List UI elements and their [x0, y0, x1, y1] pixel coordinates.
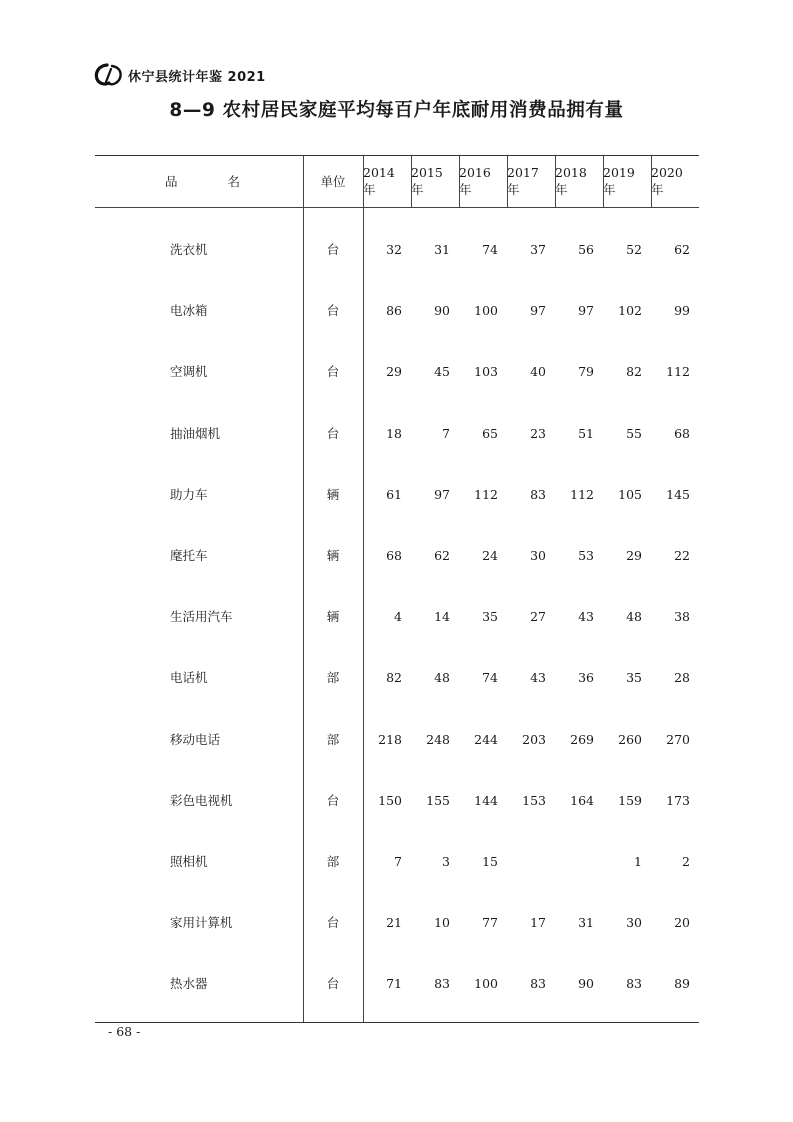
table-row	[95, 296, 699, 326]
table-title: 8—9 农村居民家庭平均每百户年底耐用消费品拥有量	[169, 100, 624, 121]
value-cell: 86	[386, 303, 402, 319]
value-cell: 83	[530, 486, 546, 502]
header-item-name-part2: 名	[227, 174, 241, 189]
value-cell: 150	[378, 792, 402, 808]
yearbook-title: 休宁县统计年鉴 2021	[128, 69, 266, 85]
item-unit: 部	[326, 854, 340, 869]
table-bottom-rule	[95, 1022, 699, 1023]
item-unit: 台	[326, 792, 340, 808]
value-cell: 103	[474, 364, 498, 380]
value-cell: 269	[570, 731, 594, 747]
value-cell	[507, 847, 546, 877]
table-row	[95, 908, 699, 938]
column-divider	[303, 155, 304, 1022]
column-divider	[459, 155, 460, 207]
item-name: 抽油烟机	[170, 425, 221, 441]
value-cell: 159	[618, 792, 642, 808]
value-cell: 53	[578, 548, 594, 563]
value-cell: 43	[578, 609, 594, 625]
column-divider	[411, 155, 412, 207]
value-cell: 48	[626, 609, 642, 625]
value-cell: 244	[474, 731, 498, 747]
table-row	[95, 725, 699, 755]
item-name: 麾托车	[170, 548, 208, 563]
value-cell: 61	[386, 486, 402, 502]
value-cell	[555, 847, 594, 877]
value-cell: 97	[434, 486, 450, 502]
value-cell: 112	[666, 364, 690, 380]
value-cell: 35	[482, 609, 498, 625]
header-year-5: 2019 年	[603, 164, 635, 197]
value-cell: 43	[530, 670, 546, 686]
value-cell: 36	[578, 670, 594, 686]
value-cell: 45	[434, 364, 450, 380]
yearbook-logo-icon	[94, 63, 124, 87]
value-cell: 22	[674, 548, 690, 563]
value-cell: 62	[434, 548, 450, 563]
value-cell: 40	[530, 364, 546, 380]
value-cell: 100	[474, 976, 498, 992]
item-unit: 部	[326, 731, 340, 747]
value-cell: 38	[674, 609, 690, 625]
value-cell: 27	[530, 609, 546, 625]
item-name: 空调机	[170, 364, 208, 380]
table-row	[95, 663, 699, 693]
value-cell: 90	[434, 303, 450, 319]
value-cell: 155	[426, 792, 450, 808]
table-header-rule	[95, 207, 699, 208]
value-cell: 7	[394, 854, 402, 869]
value-cell: 260	[618, 731, 642, 747]
value-cell: 28	[674, 670, 690, 686]
value-cell: 83	[434, 976, 450, 992]
value-cell: 74	[482, 242, 498, 257]
value-cell: 82	[386, 670, 402, 686]
header-year-2: 2016 年	[459, 164, 491, 197]
value-cell: 74	[482, 670, 498, 686]
item-unit: 辆	[326, 609, 340, 625]
item-name: 热水器	[170, 976, 208, 992]
item-name: 彩色电视机	[170, 792, 233, 808]
value-cell: 21	[386, 915, 402, 931]
item-name: 洗衣机	[170, 242, 208, 257]
value-cell: 102	[618, 303, 642, 319]
value-cell: 14	[434, 609, 450, 625]
table-row	[95, 235, 699, 265]
item-name: 生活用汽车	[170, 609, 233, 625]
yearbook-header	[94, 62, 266, 88]
value-cell: 65	[482, 425, 498, 441]
value-cell: 17	[530, 915, 546, 931]
header-unit: 单位	[320, 174, 346, 189]
header-year-3: 2017 年	[507, 164, 539, 197]
item-name: 家用计算机	[170, 915, 233, 931]
value-cell: 18	[386, 425, 402, 441]
item-name: 电话机	[170, 670, 208, 686]
value-cell: 99	[674, 303, 690, 319]
header-year-4: 2018 年	[555, 164, 587, 197]
value-cell: 83	[626, 976, 642, 992]
item-name: 助力车	[170, 486, 208, 502]
value-cell: 112	[474, 486, 498, 502]
value-cell: 68	[386, 548, 402, 563]
value-cell: 15	[482, 854, 498, 869]
table-row	[95, 602, 699, 632]
value-cell: 83	[530, 976, 546, 992]
value-cell: 97	[530, 303, 546, 319]
value-cell: 144	[474, 792, 498, 808]
item-unit: 台	[326, 364, 340, 380]
value-cell: 164	[570, 792, 594, 808]
item-name: 移动电话	[170, 731, 221, 747]
item-name: 电冰箱	[170, 303, 208, 319]
value-cell: 55	[626, 425, 642, 441]
item-unit: 台	[326, 425, 340, 441]
header-item-name	[165, 155, 305, 207]
column-divider	[651, 155, 652, 207]
value-cell: 218	[378, 731, 402, 747]
value-cell: 35	[626, 670, 642, 686]
value-cell: 30	[626, 915, 642, 931]
item-name: 照相机	[170, 854, 208, 869]
page-number: - 68 -	[108, 1024, 141, 1039]
value-cell: 79	[578, 364, 594, 380]
table-row	[95, 357, 699, 387]
header-item-name-part1: 品	[165, 174, 178, 189]
value-cell: 3	[442, 854, 450, 869]
column-divider	[507, 155, 508, 207]
table-row	[95, 969, 699, 999]
value-cell: 248	[426, 731, 450, 747]
value-cell: 90	[578, 976, 594, 992]
item-unit: 台	[326, 303, 340, 319]
value-cell: 7	[442, 425, 450, 441]
header-year-6: 2020 年	[651, 164, 683, 197]
header-year-1: 2015 年	[411, 164, 443, 197]
value-cell: 62	[674, 242, 690, 257]
value-cell: 100	[474, 303, 498, 319]
value-cell: 112	[570, 486, 594, 502]
value-cell: 52	[626, 242, 642, 257]
value-cell: 30	[530, 548, 546, 563]
value-cell: 24	[482, 548, 498, 563]
item-unit: 台	[326, 915, 340, 931]
value-cell: 82	[626, 364, 642, 380]
value-cell: 32	[386, 242, 402, 257]
column-divider	[603, 155, 604, 207]
table-row	[95, 419, 699, 449]
value-cell: 270	[666, 731, 690, 747]
table-row	[95, 847, 699, 877]
table-row	[95, 480, 699, 510]
value-cell: 89	[674, 976, 690, 992]
value-cell: 56	[578, 242, 594, 257]
table-row	[95, 786, 699, 816]
value-cell: 31	[578, 915, 594, 931]
value-cell: 51	[578, 425, 594, 441]
value-cell: 145	[666, 486, 690, 502]
value-cell: 173	[666, 792, 690, 808]
value-cell: 97	[578, 303, 594, 319]
value-cell: 77	[482, 915, 498, 931]
item-unit: 部	[326, 670, 340, 686]
header-year-0: 2014 年	[363, 164, 395, 197]
item-unit: 辆	[326, 486, 340, 502]
value-cell: 37	[530, 242, 546, 257]
item-unit: 台	[326, 242, 340, 257]
value-cell: 48	[434, 670, 450, 686]
value-cell: 4	[394, 609, 402, 625]
item-unit: 台	[326, 976, 340, 992]
value-cell: 23	[530, 425, 546, 441]
value-cell: 1	[634, 854, 642, 869]
value-cell: 203	[522, 731, 546, 747]
value-cell: 10	[434, 915, 450, 931]
value-cell: 31	[434, 242, 450, 257]
value-cell: 29	[386, 364, 402, 380]
table-row	[95, 541, 699, 571]
value-cell: 2	[682, 854, 690, 869]
value-cell: 68	[674, 425, 690, 441]
value-cell: 105	[618, 486, 642, 502]
value-cell: 71	[386, 976, 402, 992]
value-cell: 29	[626, 548, 642, 563]
column-divider	[555, 155, 556, 207]
value-cell: 153	[522, 792, 546, 808]
value-cell: 20	[674, 915, 690, 931]
item-unit: 辆	[326, 548, 340, 563]
column-divider	[363, 155, 364, 1022]
